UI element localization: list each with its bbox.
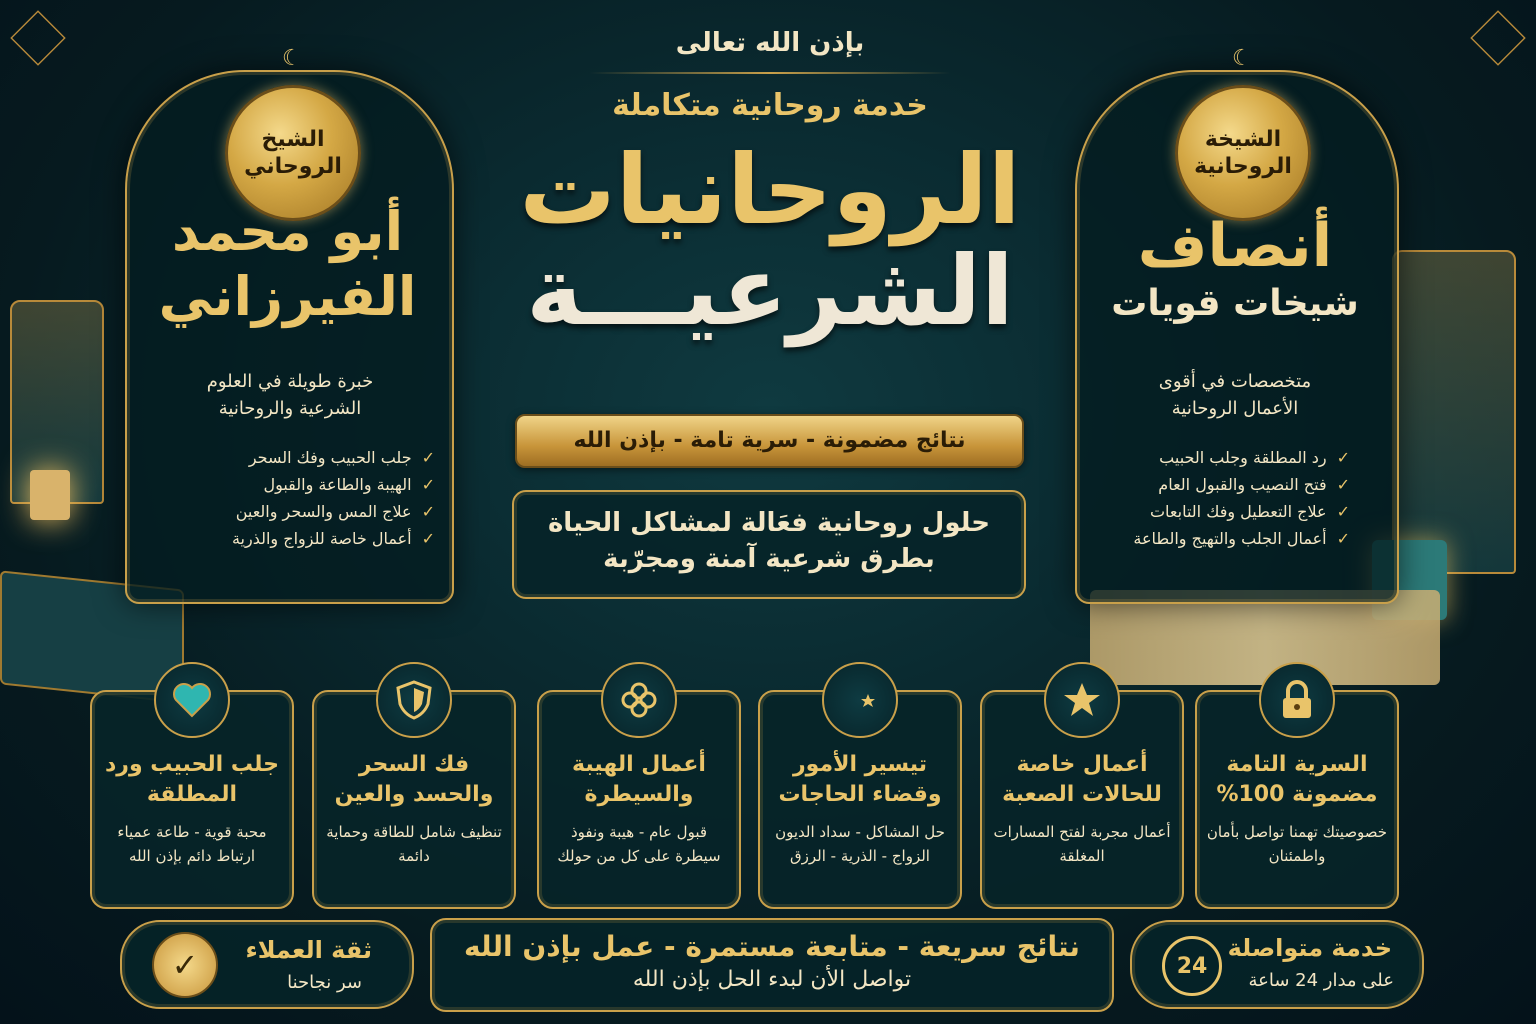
card-title: أعمال الهيبة والسيطرة [572, 752, 706, 807]
right-desc-line2: الأعمال الروحانية [1171, 398, 1299, 419]
list-item [1095, 475, 1350, 494]
right-name-line2: شيخات قويات [1111, 283, 1359, 324]
list-item [185, 448, 435, 467]
main-title-line2: الشرعيـــة [526, 234, 1014, 347]
list-item [185, 502, 435, 521]
right-seal [1175, 85, 1311, 221]
top-blessing: بإذن الله تعالى [675, 28, 865, 58]
main-title [450, 134, 1090, 347]
left-seal-text: الشيخ الروحاني [244, 126, 342, 179]
check-icon: ✓ [421, 475, 435, 494]
solutions-line1: حلول روحانية فعَالة لمشاكل الحياة [547, 508, 991, 538]
service-sub: على مدار 24 ساعة [1248, 970, 1394, 991]
lantern-right [1392, 250, 1516, 574]
left-name [130, 200, 445, 330]
service-24-panel [1130, 920, 1424, 1009]
crescent-icon-left: ☾ [282, 46, 302, 71]
right-description [1095, 368, 1375, 422]
left-service-list [185, 440, 435, 556]
call-to-action-panel [430, 918, 1114, 1012]
list-item-label: الهيبة والطاعة والقبول [263, 475, 412, 494]
card-desc: محبة قوية - طاعة عمياء ارتباط دائم بإذن الله [117, 823, 267, 865]
corner-ornament-left [10, 10, 65, 65]
open-book [1090, 590, 1440, 685]
service-card-love [90, 690, 294, 909]
card-title: أعمال خاصة للحالات الصعبة [1002, 752, 1162, 807]
card-desc: خصوصيتك تهمنا تواصل بأمان واطمئنان [1206, 823, 1388, 865]
card-title: جلب الحبيب ورد المطلقة [105, 752, 279, 807]
check-icon: ✓ [421, 502, 435, 521]
list-item-label: جلب الحبيب وفك السحر [248, 448, 412, 467]
solutions-panel [512, 490, 1026, 599]
list-item-label: أعمال الجلب والتهيج والطاعة [1133, 529, 1327, 548]
card-desc: أعمال مجربة لفتح المسارات المغلقة [993, 823, 1171, 865]
list-item [185, 529, 435, 548]
main-title-line1: الروحانيات [519, 134, 1021, 246]
trust-sub: سر نجاحنا [287, 972, 362, 993]
card-desc: تنظيف شامل للطاقة وحماية دائمة [326, 823, 502, 865]
service-card-privacy [1195, 690, 1399, 909]
check-icon: ✓ [1336, 448, 1350, 467]
service-card-special [980, 690, 1184, 909]
divider-top [590, 72, 950, 74]
left-name-line2: الفيرزاني [158, 264, 417, 328]
right-service-list [1095, 440, 1350, 556]
shield-icon [376, 662, 452, 738]
list-item [1095, 529, 1350, 548]
check-icon: ✓ [421, 448, 435, 467]
crescent-icon-right: ☾ [1232, 46, 1252, 71]
candle-left [30, 470, 70, 520]
check-icon: ✓ [1336, 475, 1350, 494]
star-icon [1044, 662, 1120, 738]
right-name [1080, 210, 1390, 325]
left-description [150, 368, 430, 422]
right-name-line1: أنصاف [1137, 211, 1333, 281]
list-item-label: علاج المس والسحر والعين [235, 502, 412, 521]
trust-title: ثقة العملاء [245, 936, 372, 964]
clock-24-icon [1162, 936, 1222, 996]
list-item-label: علاج التعطيل وفك التابعات [1149, 502, 1327, 521]
crescent-star-icon [822, 662, 898, 738]
heart-icon [154, 662, 230, 738]
service-card-prestige [537, 690, 741, 909]
gold-ribbon-text: نتائج مضمونة - سرية تامة - بإذن الله [573, 428, 966, 453]
knot-icon [601, 662, 677, 738]
left-desc-line1: خبرة طويلة في العلوم [206, 371, 374, 392]
list-item-label: رد المطلقة وجلب الحبيب [1159, 448, 1327, 467]
card-title: السرية التامة مضمونة 100% [1216, 752, 1378, 807]
right-seal-text: الشيخة الروحانية [1194, 126, 1292, 179]
service-card-magic-removal [312, 690, 516, 909]
gold-ribbon [515, 414, 1024, 468]
clock-24-text: 24 [1176, 953, 1208, 979]
subtitle: خدمة روحانية متكاملة [612, 88, 928, 123]
cta-line2: تواصل الأن لبدء الحل بإذن الله [632, 967, 912, 992]
list-item [1095, 502, 1350, 521]
right-desc-line1: متخصصات في أقوى [1158, 371, 1312, 392]
card-desc: قبول عام - هيبة ونفوذ سيطرة على كل من حولك [557, 823, 721, 865]
card-title: فك السحر والحسد والعين [334, 752, 494, 807]
list-item-label: فتح النصيب والقبول العام [1158, 475, 1327, 494]
badge-check-icon: ✓ [152, 932, 218, 998]
cta-line1: نتائج سريعة - متابعة مستمرة - عمل بإذن الله [464, 930, 1080, 963]
left-name-line1: أبو محمد [171, 200, 404, 263]
check-icon: ✓ [421, 529, 435, 548]
list-item-label: أعمال خاصة للزواج والذرية [231, 529, 412, 548]
list-item [1095, 448, 1350, 467]
service-card-ease [758, 690, 962, 909]
trust-panel [120, 920, 414, 1009]
corner-ornament-right [1470, 10, 1525, 65]
left-desc-line2: الشرعية والروحانية [218, 398, 362, 419]
card-desc: حل المشاكل - سداد الديون الزواج - الذرية - الرزق [775, 823, 945, 865]
list-item [185, 475, 435, 494]
solutions-line2: بطرق شرعية آمنة ومجرّبة [603, 544, 935, 574]
card-title: تيسير الأمور وقضاء الحاجات [778, 752, 942, 807]
service-title: خدمة متواصلة [1227, 934, 1392, 962]
check-icon: ✓ [1336, 529, 1350, 548]
lock-icon [1259, 662, 1335, 738]
check-icon: ✓ [1336, 502, 1350, 521]
